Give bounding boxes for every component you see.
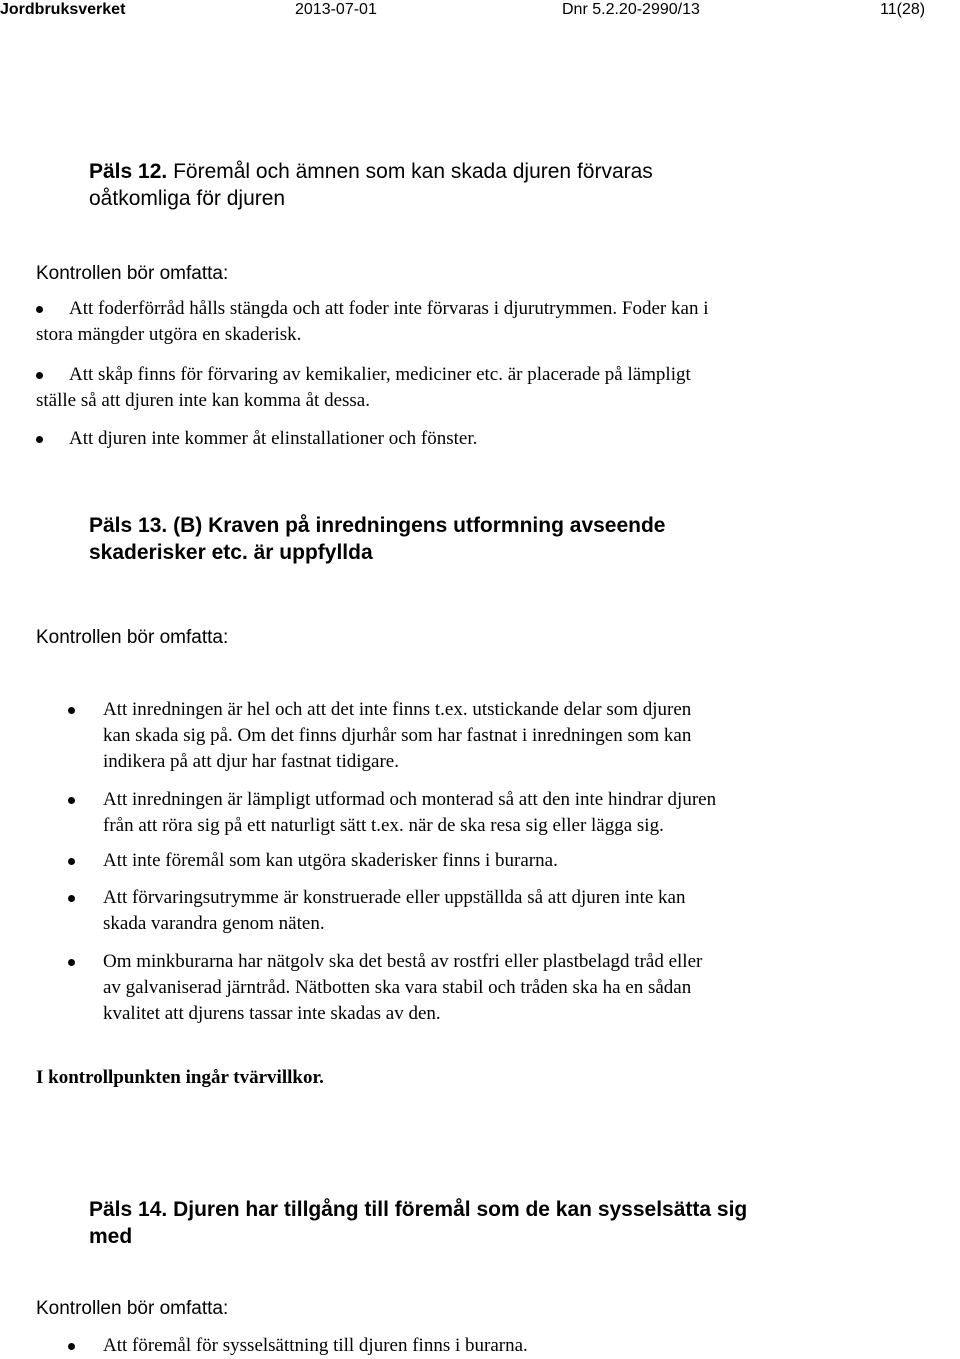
section-14-title-line-2: med [89,1225,133,1248]
item-line: från att röra sig på ett naturligt sätt t.ex. när de ska resa sig eller lägga sig. [103,815,664,836]
item-line: stora mängder utgöra en skaderisk. [36,324,302,345]
section-13-item-3 [68,848,558,874]
section-13-item-5 [68,949,702,1027]
section-13-number: Päls 13. [89,514,168,537]
section-12-number: Päls 12. [89,160,168,183]
header-organization: Jordbruksverket [0,1,126,18]
bullet-icon [36,372,43,379]
section-12-lead: Kontrollen bör omfatta: [36,263,229,284]
bullet-icon [68,1343,75,1350]
section-14-title-line-1: Djuren har tillgång till föremål som de kan sysselsätta sig [173,1198,748,1221]
section-14-lead: Kontrollen bör omfatta: [36,1298,229,1319]
section-12-heading [89,158,653,212]
item-line: Att föremål för sysselsättning till djuren finns i burarna. [103,1335,528,1356]
section-13-item-4 [68,885,685,937]
section-12-title-line-2: oåtkomliga för djuren [89,187,286,210]
item-line: Att förvaringsutrymme är konstruerade eller uppställda så att djuren inte kan [103,887,686,908]
section-13-title-line-2: skaderisker etc. är uppfyllda [89,541,373,564]
item-line: skada varandra genom näten. [103,913,325,934]
item-line: Att foderförråd hålls stängda och att foder inte förvaras i djurutrymmen. Foder kan i [69,298,709,319]
bullet-icon [68,959,75,966]
section-13-item-2 [68,787,716,839]
header-page-number: 11(28) [880,1,926,18]
header-document-number: Dnr 5.2.20-2990/13 [562,1,700,18]
item-line: Om minkburarna har nätgolv ska det bestå av rostfri eller plastbelagd tråd eller [103,951,703,972]
item-line: kvalitet att djurens tassar inte skadas av den. [103,1003,441,1024]
section-12-title-line-1: Föremål och ämnen som kan skada djuren förvaras [173,160,653,183]
item-line: Att inredningen är lämpligt utformad och monterad så att den inte hindrar djuren [103,789,717,810]
bullet-icon [68,797,75,804]
item-line: kan skada sig på. Om det finns djurhår som har fastnat i inredningen som kan [103,725,692,746]
bullet-icon [36,306,43,313]
section-14-heading [89,1196,747,1250]
item-line: indikera på att djur har fastnat tidigare. [103,751,399,772]
section-12-item-2 [36,362,691,414]
bullet-icon [68,858,75,865]
section-13-item-1 [68,697,691,775]
item-line: Att inte föremål som kan utgöra skaderisker finns i burarna. [103,850,558,871]
item-line: Att inredningen är hel och att det inte finns t.ex. utstickande delar som djuren [103,699,692,720]
section-12-item-3 [36,426,477,452]
item-line: Att skåp finns för förvaring av kemikalier, mediciner etc. är placerade på lämpligt [69,364,691,385]
header-date: 2013-07-01 [295,1,377,18]
bullet-icon [68,707,75,714]
section-14-item-1 [68,1333,528,1359]
item-line: ställe så att djuren inte kan komma åt dessa. [36,390,370,411]
item-line: av galvaniserad järntråd. Nätbotten ska vara stabil och tråden ska ha en sådan [103,977,692,998]
bullet-icon [36,436,43,443]
section-14-number: Päls 14. [89,1198,168,1221]
section-13-heading [89,512,666,566]
item-line: Att djuren inte kommer åt elinstallationer och fönster. [69,428,478,449]
section-13-lead: Kontrollen bör omfatta: [36,627,229,648]
section-13-title-line-1: (B) Kraven på inredningens utformning avseende [173,514,666,537]
bullet-icon [68,895,75,902]
section-12-item-1 [36,296,708,348]
cross-compliance-note: I kontrollpunkten ingår tvärvillkor. [36,1067,324,1088]
